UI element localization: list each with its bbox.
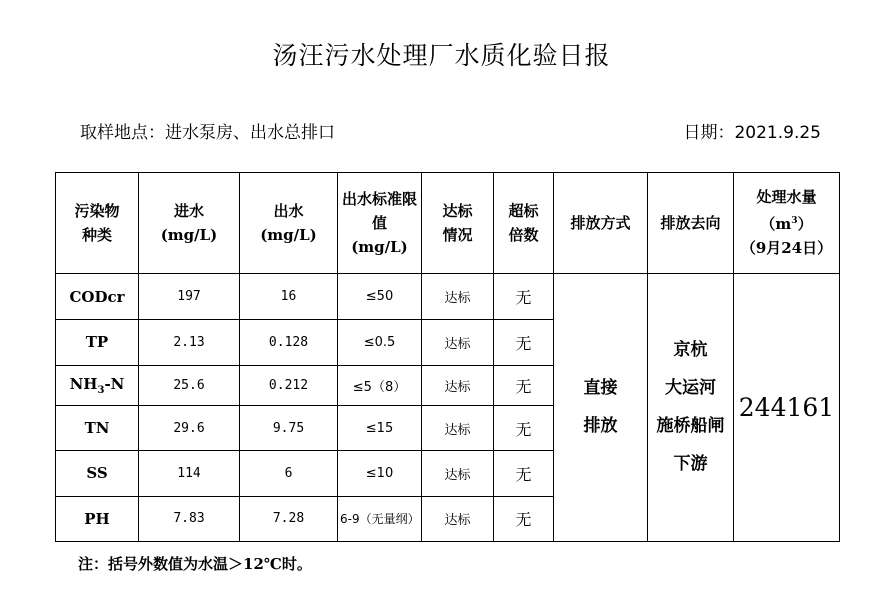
header-compliance-label: 达标情况 <box>442 201 473 244</box>
header-inflow <box>139 173 240 274</box>
header-inflow-label: 进水 <box>173 201 204 220</box>
row-ss-compliance: 达标 <box>422 451 494 496</box>
row-ph-name: PH <box>56 496 139 541</box>
header-standard-label: 出水标准限值 <box>342 189 418 232</box>
header-discharge-destination: 排放去向 <box>648 173 734 274</box>
report-title: 汤汪污水处理厂水质化验日报 <box>272 41 611 70</box>
row-codcr-compliance: 达标 <box>422 273 494 319</box>
destination-line-2: 大运河 <box>665 378 716 399</box>
header-volume-date: （9月24日） <box>740 239 833 258</box>
row-tn-outflow: 9.75 <box>240 405 338 450</box>
row-ss-exceed: 无 <box>494 451 554 496</box>
destination-line-4: 下游 <box>673 454 708 475</box>
row-tp-standard: ≤0.5 <box>338 320 422 365</box>
sampling-location: 取样地点：进水泵房、出水总排口 <box>80 123 335 143</box>
row-nh3n-exceed: 无 <box>494 365 554 405</box>
nh3n-sub: 3 <box>97 384 105 396</box>
row-ss-name: SS <box>56 451 139 496</box>
row-tn-inflow: 29.6 <box>139 405 240 450</box>
nh3n-main: NH <box>69 374 98 393</box>
row-nh3n-inflow: 25.6 <box>139 365 240 405</box>
row-tp-compliance: 达标 <box>422 320 494 365</box>
row-tn-exceed: 无 <box>494 405 554 450</box>
row-ss-inflow: 114 <box>139 451 240 496</box>
discharge-method-line-1: 直接 <box>583 378 618 399</box>
discharge-method-line-2: 排放 <box>583 416 618 437</box>
water-quality-table <box>55 172 840 542</box>
volume-unit-close: ） <box>797 215 813 234</box>
volume-unit-open: （m <box>760 215 792 234</box>
destination-line-3: 施桥船闸 <box>656 416 725 437</box>
header-outflow-unit: (mg/L) <box>260 225 317 244</box>
header-standard <box>338 173 422 274</box>
row-nh3n-outflow: 0.212 <box>240 365 338 405</box>
row-tn-compliance: 达标 <box>422 405 494 450</box>
header-exceed-label: 超标倍数 <box>508 201 539 244</box>
row-ph-inflow: 7.83 <box>139 496 240 541</box>
row-nh3n-compliance: 达标 <box>422 365 494 405</box>
row-tp-exceed: 无 <box>494 320 554 365</box>
row-codcr-inflow: 197 <box>139 273 240 319</box>
table-row <box>56 273 840 319</box>
row-tp-name: TP <box>56 320 139 365</box>
header-exceed <box>494 173 554 274</box>
footnote: 注：括号外数值为水温＞12℃时。 <box>78 555 312 573</box>
header-compliance <box>422 173 494 274</box>
header-outflow-label: 出水 <box>273 201 304 220</box>
row-ph-standard: 6-9（无量纲） <box>338 496 422 541</box>
row-codcr-exceed: 无 <box>494 273 554 319</box>
header-discharge-method: 排放方式 <box>554 173 648 274</box>
row-tn-standard: ≤15 <box>338 405 422 450</box>
row-codcr-standard: ≤50 <box>338 273 422 319</box>
nh3n-tail: -N <box>104 374 125 393</box>
header-pollutant-label: 污染物种类 <box>74 201 120 244</box>
volume-unit-sup: 3 <box>791 216 798 227</box>
row-codcr-name: CODcr <box>56 273 139 319</box>
row-tp-outflow: 0.128 <box>240 320 338 365</box>
row-ph-compliance: 达标 <box>422 496 494 541</box>
header-outflow <box>240 173 338 274</box>
header-volume-title: 处理水量 <box>756 188 817 207</box>
row-ph-exceed: 无 <box>494 496 554 541</box>
header-volume-unit <box>736 209 837 236</box>
row-ph-outflow: 7.28 <box>240 496 338 541</box>
row-nh3n-standard: ≤5（8） <box>338 365 422 405</box>
header-pollutant <box>56 173 139 274</box>
header-standard-unit: (mg/L) <box>351 237 408 256</box>
row-nh3n-name <box>56 365 139 405</box>
table-header-row <box>56 173 840 274</box>
header-inflow-unit: (mg/L) <box>160 225 218 244</box>
row-ss-outflow: 6 <box>240 451 338 496</box>
treated-volume-value: 244161 <box>734 273 840 541</box>
discharge-destination-cell <box>648 273 734 541</box>
report-date: 日期：2021.9.25 <box>683 123 821 143</box>
header-volume <box>734 173 840 274</box>
destination-line-1: 京杭 <box>673 340 708 361</box>
row-codcr-outflow: 16 <box>240 273 338 319</box>
row-tp-inflow: 2.13 <box>139 320 240 365</box>
row-tn-name: TN <box>56 405 139 450</box>
row-ss-standard: ≤10 <box>338 451 422 496</box>
discharge-method-cell <box>554 273 648 541</box>
